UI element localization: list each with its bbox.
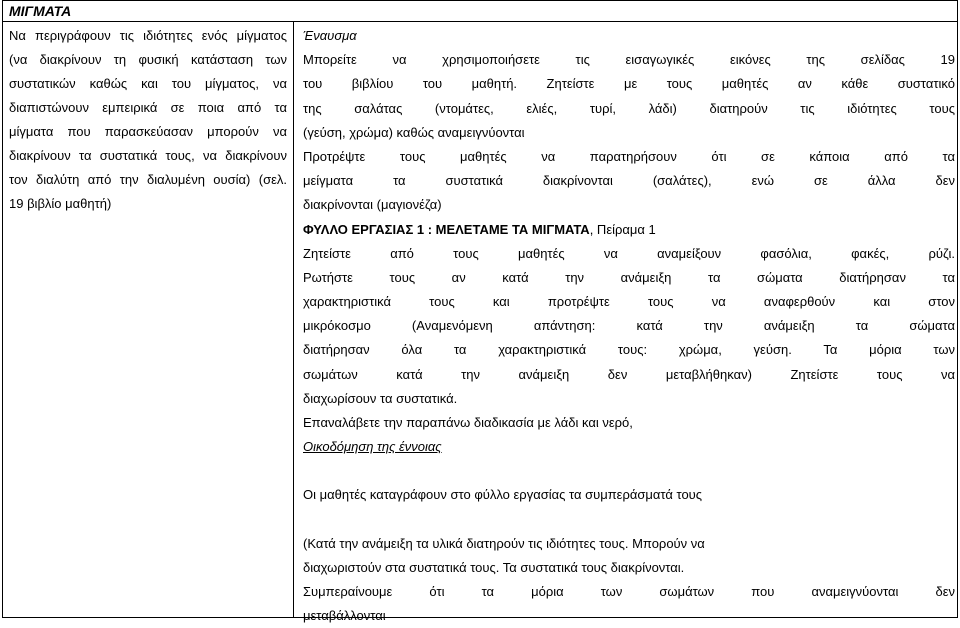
- spacer: [303, 459, 955, 483]
- spacer: [303, 508, 955, 532]
- activity-line: σωμάτων κατά την ανάμειξη δεν μεταβλήθηκαν) Ζητείστε τους να: [303, 366, 955, 382]
- worksheet-line: [303, 218, 955, 242]
- activity-line: διαχωριστούν στα συστατικά τους. Τα συστατικά τους διακρίνονται.: [303, 559, 685, 575]
- column-divider: [293, 21, 294, 617]
- activity-line: Οι μαθητές καταγράφουν στο φύλλο εργασίας τα συμπεράσματά τους: [303, 487, 703, 503]
- table-header-row: [3, 0, 957, 22]
- section-title: ΜΙΓΜΑΤΑ: [9, 3, 72, 19]
- activity-line: μείγματα τα συστατικά διακρίνονται (σαλάτες), ενώ σε άλλα δεν: [303, 173, 955, 189]
- activities-column: [303, 24, 955, 628]
- activity-line: μεταβάλλονται: [303, 608, 386, 624]
- objective-line: μίγματα που παρασκεύασαν μπορούν να: [9, 124, 287, 139]
- concept-heading: Οικοδόμηση της έννοιας: [303, 439, 442, 455]
- activity-line: Ρωτήστε τους αν κατά την ανάμειξη τα σώματα διατήρησαν τα: [303, 269, 955, 285]
- objective-line: συστατικών καθώς και του μίγματος, να: [9, 76, 287, 91]
- activity-line: του βιβλίου του μαθητή. Ζητείστε με τους μαθητές αν κάθε συστατικό: [303, 76, 955, 92]
- activity-line: Συμπεραίνουμε ότι τα μόρια των σωμάτων που αναμειγνύονται δεν: [303, 583, 955, 599]
- activity-line: της σαλάτας (ντομάτες, ελιές, τυρί, λάδι) διατηρούν τις ιδιότητες τους: [303, 100, 955, 116]
- activity-line: διαχωρίσουν τα συστατικά.: [303, 390, 458, 406]
- activity-line: χαρακτηριστικά τους και προτρέψτε τους να αναφερθούν και στον: [303, 294, 955, 310]
- objective-line: τον διαλύτη από την διαλυμένη ουσία) (σελ.: [9, 172, 287, 187]
- lesson-table: [2, 0, 958, 624]
- activity-line: Μπορείτε να χρησιμοποιήσετε τις εισαγωγικές εικόνες της σελίδας 19: [303, 52, 955, 68]
- activity-line: διακρίνονται (μαγιονέζα): [303, 197, 442, 213]
- activity-line: Προτρέψτε τους μαθητές να παρατηρήσουν ότι σε κάποια από τα: [303, 148, 955, 164]
- trigger-heading: Έναυσμα: [303, 28, 357, 43]
- worksheet-experiment: , Πείραμα 1: [589, 221, 656, 237]
- activity-line: διατήρησαν όλα τα χαρακτηριστικά τους: χρώμα, γεύση. Τα μόρια των: [303, 342, 955, 358]
- worksheet-title: ΦΥΛΛΟ ΕΡΓΑΣΙΑΣ 1 : ΜΕΛΕΤΑΜΕ ΤΑ ΜΙΓΜΑΤΑ: [303, 221, 590, 237]
- activity-line: Επαναλάβετε την παραπάνω διαδικασία με λάδι και νερό,: [303, 415, 633, 430]
- activity-line: μικρόκοσμο (Αναμενόμενη απάντηση: κατά την ανάμειξη τα σώματα: [303, 318, 955, 334]
- activity-line: (γεύση, χρώμα) καθώς αναμειγνύονται: [303, 124, 525, 140]
- objective-line: διακρίνουν τα συστατικά τους, να διακρίνουν: [9, 148, 287, 163]
- activity-line: Ζητείστε από τους μαθητές να αναμείξουν φασόλια, φακές, ρύζι.: [303, 245, 955, 261]
- objective-line: 19 βιβλίο μαθητή): [9, 196, 112, 211]
- objective-line: Να περιγράφουν τις ιδιότητες ενός μίγματος: [9, 28, 287, 43]
- objective-line: (να διακρίνουν τη φυσική κατάσταση των: [9, 52, 287, 67]
- activity-line: (Κατά την ανάμειξη τα υλικά διατηρούν τις ιδιότητες τους. Μπορούν να: [303, 535, 705, 551]
- objective-line: διαπιστώνουν εμπειρικά σε ποια από τα: [9, 100, 287, 115]
- objectives-column: [9, 24, 287, 216]
